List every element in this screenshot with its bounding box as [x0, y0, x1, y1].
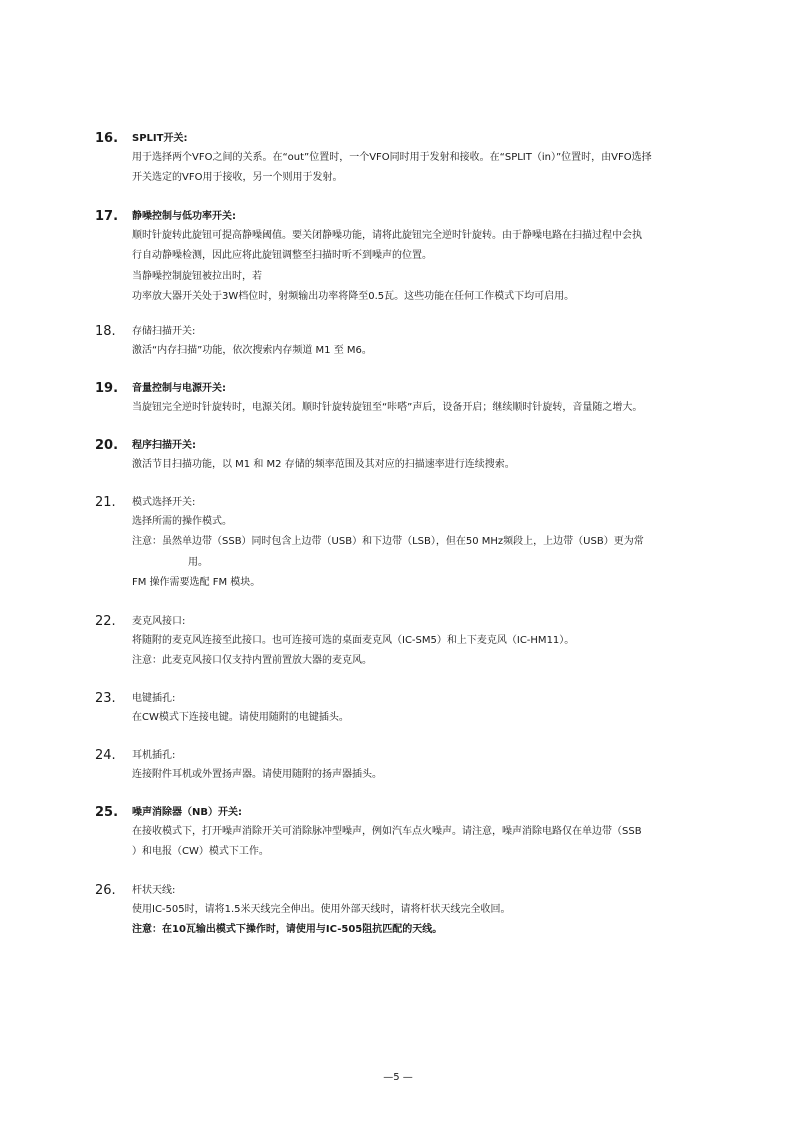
- item-title: 静噪控制与低功率开关:: [132, 211, 236, 222]
- item-title: 存储扫描开关:: [132, 326, 196, 337]
- item-title: SPLIT开关:: [132, 133, 188, 144]
- item-number: 16.: [95, 131, 119, 146]
- item-number: 26.: [95, 883, 116, 898]
- description-line: 使用IC-505时，请将1.5米天线完全伸出。使用外部天线时，请将杆状天线完全收回。: [132, 904, 511, 915]
- item-title: 电键插孔:: [132, 693, 176, 704]
- page-number: —5 —: [383, 1072, 413, 1083]
- item-description: [132, 512, 707, 594]
- note-line: 注意：此麦克风接口仅支持内置前置放大器的麦克风。: [132, 655, 372, 667]
- description-line: 功率放大器开关处于3W档位时，射频输出功率将降至0.5瓦。这些功能在任何工作模式下均可启用。: [132, 291, 575, 303]
- description-line: 开关选定的VFO用于接收，另一个则用于发射。: [132, 172, 343, 184]
- item-description: [132, 398, 707, 418]
- note-line: 注意：在10瓦输出模式下操作时，请使用与IC-505阻抗匹配的天线。: [132, 924, 443, 936]
- description-line: 激活“内存扫描”功能，依次搜索内存频道 M1 至 M6。: [132, 345, 372, 356]
- item-description: [132, 341, 707, 361]
- item-number: 25.: [95, 805, 119, 820]
- item-number: 24.: [95, 748, 116, 763]
- item-description: [132, 822, 707, 863]
- item-title: 麦克风接口:: [132, 616, 186, 627]
- item-title: 杆状天线:: [132, 885, 176, 896]
- note-line-continued: 用。: [188, 556, 208, 568]
- item-number: 20.: [95, 438, 119, 453]
- description-line: 当静噪控制旋钮被拉出时，若: [132, 270, 262, 282]
- description-line: 激活节目扫描功能，以 M1 和 M2 存储的频率范围及其对应的扫描速率进行连续搜索。: [132, 459, 515, 470]
- item-number: 17.: [95, 209, 119, 224]
- description-line: 在CW模式下连接电键。请使用随附的电键插头。: [132, 712, 349, 723]
- item-description: [132, 148, 707, 189]
- item-description: [132, 900, 707, 941]
- description-line: 连接附件耳机或外置扬声器。请使用随附的扬声器插头。: [132, 769, 382, 780]
- item-description: [132, 708, 707, 728]
- item-number: 22.: [95, 614, 116, 629]
- description-line: 当旋钮完全逆时针旋转时，电源关闭。顺时针旋转旋钮至“咔嗒”声后，设备开启；继续顺时针旋转，音量随之增大。: [132, 402, 643, 413]
- item-description: [132, 765, 707, 785]
- item-title: 程序扫描开关:: [132, 440, 196, 451]
- item-title: 耳机插孔:: [132, 750, 176, 761]
- description-line: 选择所需的操作模式。: [132, 516, 232, 527]
- description-line: 行自动静噪检测，因此应将此旋钮调整至扫描时听不到噪声的位置。: [132, 250, 432, 262]
- item-description: [132, 455, 707, 475]
- description-line: ）和电报（CW）模式下工作。: [132, 846, 269, 858]
- description-line: 用于选择两个VFO之间的关系。在“out”位置时，一个VFO同时用于发射和接收。在“SPLIT（in）”位置时，由VFO选择: [132, 152, 652, 163]
- item-title: 模式选择开关:: [132, 497, 196, 508]
- description-line: 将随附的麦克风连接至此接口。也可连接可选的桌面麦克风（IC-SM5）和上下麦克风（IC-HM11）。: [132, 635, 575, 646]
- description-line: 在接收模式下，打开噪声消除开关可消除脉冲型噪声，例如汽车点火噪声。请注意，噪声消除电路仅在单边带（SSB: [132, 826, 642, 837]
- item-number: 23.: [95, 691, 116, 706]
- description-line: FM 操作需要选配 FM 模块。: [132, 577, 261, 589]
- item-description: [132, 631, 707, 672]
- item-number: 19.: [95, 381, 119, 396]
- item-title: 噪声消除器（NB）开关:: [132, 807, 242, 818]
- item-number: 21.: [95, 495, 116, 510]
- item-title: 音量控制与电源开关:: [132, 383, 226, 394]
- item-description: [132, 226, 707, 308]
- item-number: 18.: [95, 324, 116, 339]
- description-line: 顺时针旋转此旋钮可提高静噪阈值。要关闭静噪功能，请将此旋钮完全逆时针旋转。由于静噪电路在扫描过程中会执: [132, 230, 642, 241]
- note-line: 注意：虽然单边带（SSB）同时包含上边带（USB）和下边带（LSB），但在50 MHz频段上，上边带（USB）更为常: [132, 536, 644, 548]
